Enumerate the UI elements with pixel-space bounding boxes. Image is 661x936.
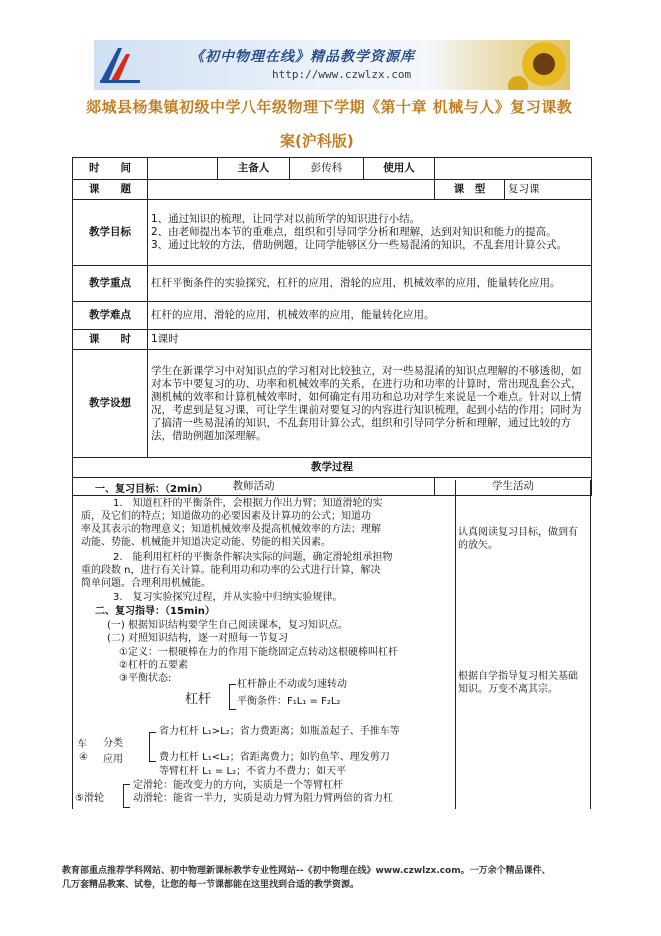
- page-footer: [62, 864, 602, 892]
- application-label: 应用: [103, 754, 123, 765]
- banner-url[interactable]: http://www.czwlzx.com: [272, 68, 412, 81]
- user-value: [435, 158, 592, 180]
- brace-line: [149, 732, 156, 762]
- teacher-activity-column: [72, 480, 456, 809]
- fixed-pulley: 定滑轮：能改变力的方向，实质是一个等臂杠杆: [133, 780, 343, 791]
- goal-line: 动能、势能、机械能并知道决定动能、势能的相关因素。: [81, 537, 331, 548]
- student-activity-column: [454, 480, 591, 809]
- preparer-value: 彭传科: [290, 158, 364, 180]
- goal-line: 率及其表示的物理意义；知道机械效率及提高机械效率的方法；理解: [81, 524, 381, 535]
- footer-line: 几万套精品教案、试卷，让您的每一节课都能在这里找到合适的教学资源。: [62, 880, 360, 890]
- force-saving-lever: 省力杠杆 L₁>L₂；省力费距离；如瓶盖起子、手推车等: [159, 726, 400, 737]
- type-value: 复习课: [505, 180, 592, 200]
- footer-line: 教育部重点推荐学科网站、初中物理新课标教学专业性网站--《初中物理在线》www.czwlzx.com。一万余个精品课件、: [62, 866, 551, 876]
- topic-label: 课 题: [73, 180, 148, 200]
- equal-arm-lever: 等臂杠杆 L₁ = L₂；不省力不费力；如天平: [159, 766, 347, 777]
- lever-word: 杠杆: [185, 692, 212, 707]
- review-goals-heading: 一、复习目标：（2min）: [95, 484, 208, 495]
- topic-value: [148, 180, 435, 200]
- category-car: 车: [77, 739, 87, 750]
- page-title-cont: 案(沪科版): [280, 132, 354, 150]
- brace-line: [123, 784, 130, 808]
- lever-five-elements: ②杠杆的五要素: [119, 660, 188, 671]
- student-activity-header: 学生活动: [435, 478, 592, 496]
- student-activity-text: 认真阅读复习目标，做到有的放矢。: [458, 527, 578, 551]
- time-label: 时 间: [73, 158, 148, 180]
- goal-line: 2. 能利用杠杆的平衡条件解决实际的问题，确定滑轮组承担物: [113, 552, 393, 563]
- category-number: ④: [79, 752, 88, 763]
- balance-state-text: 杠杆静止不动或匀速转动: [237, 679, 347, 690]
- movable-pulley: 动滑轮：能省一半力，实质是动力臂为阻力臂两倍的省力杠: [133, 793, 393, 804]
- lesson-info-table: [72, 157, 592, 496]
- design-label: 教学设想: [73, 350, 148, 458]
- sunflower-icon: [506, 40, 570, 90]
- goal-line: 重的段数 n，进行有关计算。能利用功和功率的公式进行计算，解决: [81, 565, 381, 576]
- key-points-text: 杠杆平衡条件的实验探究，杠杆的应用，滑轮的应用，机械效率的应用，能量转化应用。: [148, 266, 592, 302]
- guide-line: (一) 根据知识结构要学生自己阅读课本，复习知识点。: [107, 620, 348, 631]
- goal-line: 1. 知道杠杆的平衡条件，会根据力作出力臂；知道滑轮的实: [113, 498, 383, 509]
- process-heading: 教学过程: [73, 458, 592, 478]
- balance-state-label: ③平衡状态:: [119, 673, 172, 684]
- brace-line: [229, 684, 236, 710]
- period-value: 1课时: [148, 330, 592, 350]
- force-costing-lever: 费力杠杆 L₁<L₂；省距离费力；如钓鱼竿、理发剪刀: [159, 752, 390, 763]
- student-activity-text: 根据自学指导复习相关基础知识。万变不离其宗。: [458, 671, 578, 695]
- period-label: 课 时: [73, 330, 148, 350]
- guide-line: (二) 对照知识结构，逐一对照每一节复习: [107, 633, 288, 644]
- process-body: [72, 480, 591, 809]
- category-label: 分类: [103, 738, 123, 749]
- design-text: 学生在新课学习中对知识点的学习相对比较独立，对一些易混淆的知识点理解的不够透彻，如对本节中要复习的功、功率和机械效率的关系，在进行功和功率的计算时，常出现乱套公式，测机械的效率和计算机械效率时，如何确定有用功和总功对学生来说是一个难点。针对以上情况，考虑到是复习课，可让学生课前对要复习的内容进行知识梳理，起到小结的作用；同时为了搞清一些易混淆的知识，不乱套用计算公式，组织和引导同学分析和理解，通过比较的方法，借助例题加深理解。: [148, 350, 592, 458]
- goal-line: 3. 复习实验探究过程，并从实验中归纳实验规律。: [113, 592, 343, 603]
- goal-line: 质，及它们的特点；知道做功的必要因素及计算功的公式；知道功: [81, 511, 371, 522]
- goals-text: 1、通过知识的梳理，让同学对以前所学的知识进行小结。 2、由老师提出本节的重难点，组织和引导同学分析和理解，达到对知识和能力的提高。 3、通过比较的方法，借助例题，让同学能够区分一些易混淆的知识，不乱套用计算公式。: [148, 200, 592, 266]
- difficult-points-text: 杠杆的应用，滑轮的应用，机械效率的应用，能量转化应用。: [148, 302, 592, 330]
- type-label: 课 型: [435, 180, 505, 200]
- banner-title: 《初中物理在线》精品教学资源库: [190, 49, 415, 65]
- time-value: [148, 158, 218, 180]
- site-logo-icon: [96, 44, 144, 86]
- pulley-label: ⑤滑轮: [75, 793, 104, 804]
- site-banner: [94, 40, 570, 90]
- difficult-points-label: 教学难点: [73, 302, 148, 330]
- key-points-label: 教学重点: [73, 266, 148, 302]
- preparer-label: 主备人: [218, 158, 290, 180]
- balance-condition: 平衡条件：F₁L₁ = F₂L₂: [237, 696, 341, 707]
- review-guide-heading: 二、复习指导：（15min）: [95, 606, 215, 617]
- user-label: 使用人: [364, 158, 435, 180]
- page-title: 郯城县杨集镇初级中学八年级物理下学期《第十章 机械与人》复习课教: [86, 98, 573, 116]
- lever-definition: ①定义：一根硬棒在力的作用下能绕固定点转动这根硬棒叫杠杆: [119, 647, 398, 658]
- teacher-activity-header: 教师活动: [73, 478, 435, 496]
- goal-line: 简单问题。合理利用机械能。: [81, 578, 211, 589]
- goals-label: 教学目标: [73, 200, 148, 266]
